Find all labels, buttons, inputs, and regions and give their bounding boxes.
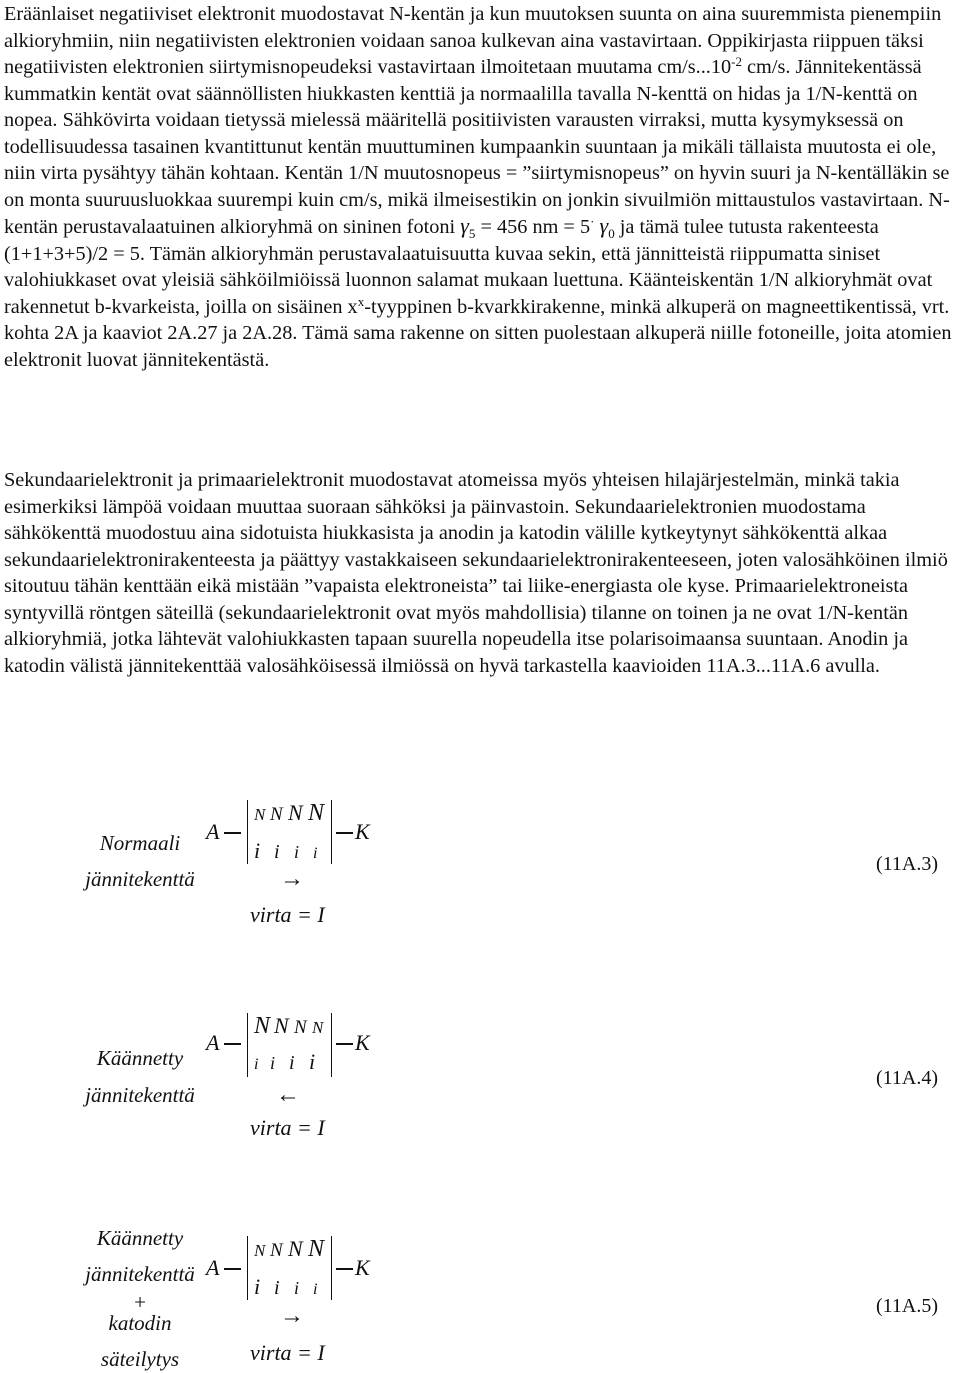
arrow-left-icon: ← [276,1082,300,1108]
n-symbol: N [254,1241,266,1260]
arrow-right-icon: → [280,1303,304,1329]
equation-11a5 [0,1220,960,1372]
n-symbol: N [308,1236,325,1262]
current-label: virta = I [250,1340,325,1365]
anode-dash [224,1043,241,1045]
gamma-symbol: γ [460,213,469,238]
i-symbol: i [274,1277,280,1299]
i-symbol: i [289,1052,295,1074]
n-row [254,800,328,827]
paragraph-1-text-d: ja tämä tulee tutusta rakenteesta (1+1+3+5)/2 = 5. Tämän alkioryhmän perustavalaatuisuutta kuvaa sekin, että jännitteistä riippumatta siniset valohiukkaset ovat yleisiä sähköilmiöissä luonnon salamat mukaan luettuna. Käänteiskentän 1/N alkioryhmät ovat rakennetut b-kvarkeista, joilla on sisäinen x [4,216,933,318]
paragraph-1-text-c: = 456 nm = 5 [475,216,591,238]
i-row [254,838,329,864]
i-row [254,1274,329,1300]
n-symbol: N [288,800,303,825]
paragraph-1-text-e: -tyyppinen b-kvarkkirakenne, minkä alkuperä on magneettikentissä, vrt. kohta 2A ja kaaviot 2A.27 ja 2A.28. Tämä sama rakenne on sitten puolestaan alkuperä niille fotoneille, joita atomien elektronit luovat jännitekentästä. [4,295,952,371]
equation-number: (11A.5) [876,1295,939,1317]
multiplication-dot: · [590,214,595,229]
anode-dash [224,1268,241,1270]
subscript-0: 0 [608,226,615,241]
i-symbol: i [270,1053,276,1073]
arrow-right-icon: → [280,866,304,892]
i-symbol: i [254,1056,259,1073]
anode-symbol: A [206,1030,220,1055]
equation-number: (11A.4) [876,1067,939,1089]
left-bar [247,1013,248,1077]
equation-11a3 [0,790,960,940]
n-symbol: N [270,1240,283,1261]
i-symbol: i [313,845,318,862]
equation-label-line: säteilytys [100,1347,180,1371]
left-bar [247,1236,248,1300]
i-symbol: i [254,1274,261,1299]
cathode-dash [336,1043,353,1045]
i-symbol: i [294,842,300,862]
n-symbol: N [308,800,325,826]
gamma-symbol: γ [599,213,609,238]
i-symbol: i [313,1281,318,1298]
i-symbol: i [274,841,280,863]
right-bar [331,1236,332,1300]
equation-label-line: katodin [108,1311,172,1335]
paragraph-1 [4,1,956,373]
n-symbol: N [288,1236,303,1261]
anode-symbol: A [206,1255,220,1280]
equation-label-line: + [134,1290,146,1314]
n-symbol: N [254,805,266,824]
cathode-symbol: K [355,1030,370,1055]
equation-label-line: jännitekenttä [85,867,195,891]
n-row [254,1236,328,1263]
equation-label-line: Normaali [99,831,181,855]
paragraph-1-text-a: Eräänlaiset negatiiviset elektronit muodostavat N-kentän ja kun muutoksen suunta on aina suuremmista pienempiin alkioryhmiin, niin negatiivisten elektronien voidaan sanoa kulkevan aina vastavirtaan. Oppikirjasta riippuen täksi negatiivisten elektronien siirtymisnopeudeksi vastavirtaan ilmoitetaan muutama cm/s...10 [4,3,942,78]
equation-label-line: Käännetty [96,1046,184,1070]
i-symbol: i [254,838,261,863]
right-bar [331,800,332,864]
anode-dash [224,832,241,834]
i-symbol: i [309,1049,316,1074]
equation-11a4 [0,1003,960,1153]
cathode-dash [336,832,353,834]
anode-symbol: A [206,819,220,844]
i-row [254,1049,329,1075]
paragraph-2: Sekundaarielektronit ja primaarielektronit muodostavat atomeissa myös yhteisen hilajärjestelmän, minkä takia esimerkiksi lämpöä voidaan muuttaa suoraan sähköksi ja päinvastoin. Sekundaarielektronien muodostama sähkökenttä muodostuu aina sidotuista hiukkasista ja anodin ja katodin välille kytkeytynyt sähkökenttä alkaa sekundaarielektronirakenteesta ja päättyy vastakkaiseen sekundaarielektronirakenteeseen, joten valosähköinen ilmiö sitoutuu tähän kenttään eikä mistään ”vapaista elektroneista” tai liike-energiasta ole kyse. Primaarielektroneista syntyvillä röntgen säteillä (sekundaarielektronit ovat myös mahdollisia) tilanne on toinen ja ne ovat 1/N-kentän alkioryhmiä, jotka lähtevät valohiukkasten tapaan suurella nopeudella itse polarisoimaansa suuntaan. Anodin ja katodin välistä jännitekenttää valosähköisessä ilmiössä on hyvä tarkastella kaavioiden 11A.3...11A.6 avulla. [4,469,948,677]
n-symbol: N [294,1017,307,1038]
n-symbol: N [270,804,283,825]
cathode-dash [336,1268,353,1270]
equation-number: (11A.3) [876,853,939,875]
paragraph-1-text-b: cm/s. Jännitekentässä kummatkin kentät ovat säännöllisten hiukkasten kenttiä ja normaalilla tavalla N-kenttä on hidas ja 1/N-kenttä on nopea. Sähkövirta voidaan tietyssä mielessä määritellä positiivisten varausten virraksi, mutta kysymyksessä on todellisuudessa tasainen kvantittunut kentän muuttuminen kumpaankin suuntaan ja mikäli tällaista muutosta ei ole, niin virta pysähtyy tähän kohtaan. Kentän 1/N muutosnopeus = ”siirtymisnopeus” on hyvin suuri ja N-kentälläkin se on monta suuruusluokkaa suurempi kuin cm/s, mikä ilmeisestikin on jonkin sivuilmiön mittaustulos vastavirtaan. N-kentän perustavalaatuinen alkioryhmä on sininen fotoni [4,56,950,238]
equation-label-line: jännitekenttä [85,1262,195,1286]
superscript-x: x [357,293,365,309]
equation-label-line: Käännetty [96,1226,184,1250]
equation-label-line: jännitekenttä [85,1083,195,1107]
left-bar [247,800,248,864]
n-symbol: N [274,1013,289,1038]
n-symbol: N [312,1018,324,1037]
i-symbol: i [294,1278,300,1298]
current-label: virta = I [250,902,325,927]
exponent: -2 [731,54,742,69]
subscript-5: 5 [468,226,476,241]
right-bar [331,1013,332,1077]
cathode-symbol: K [355,1255,370,1280]
current-label: virta = I [250,1115,325,1140]
cathode-symbol: K [355,819,370,844]
n-symbol: N [254,1013,271,1039]
n-row [254,1013,328,1040]
